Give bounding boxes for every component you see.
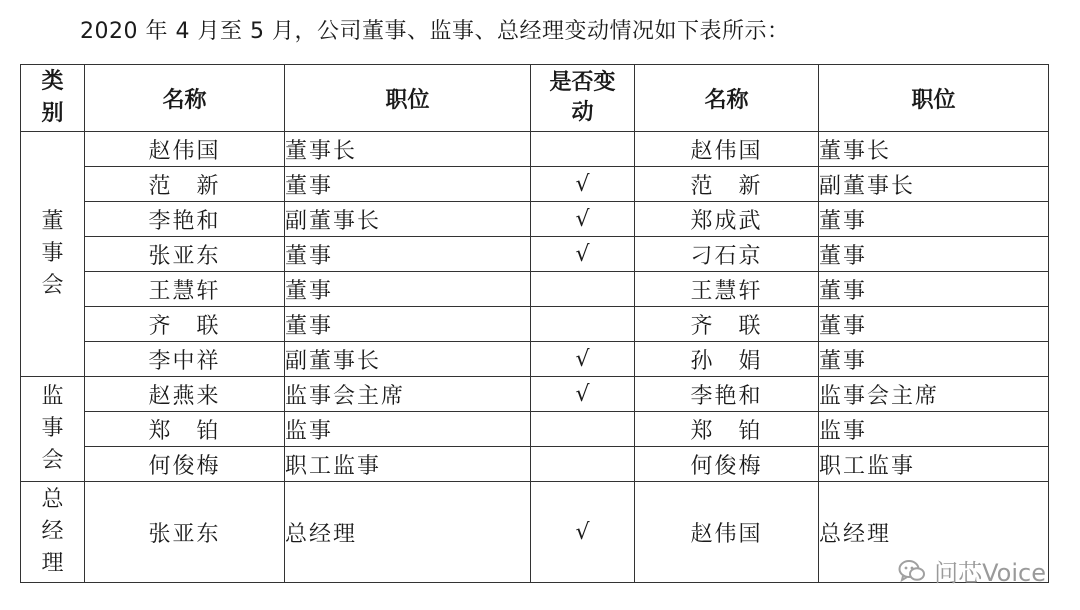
table-row [21, 307, 1049, 342]
position-after-cell: 董事长 [819, 132, 1049, 167]
table-row [21, 202, 1049, 237]
table-row [21, 237, 1049, 272]
position-before-cell: 董事 [285, 167, 531, 202]
header-changed: 是否变动 [531, 65, 635, 132]
name-before-cell: 张亚东 [85, 482, 285, 583]
changed-cell [531, 307, 635, 342]
changed-cell [531, 132, 635, 167]
changed-cell: √ [531, 482, 635, 583]
header-name-before: 名称 [85, 65, 285, 132]
intro-text: 2020 年 4 月至 5 月，公司董事、监事、总经理变动情况如下表所示： [80, 19, 790, 44]
position-before-cell: 职工监事 [285, 447, 531, 482]
position-before-cell: 总经理 [285, 482, 531, 583]
personnel-change-table [20, 64, 1049, 583]
position-after-cell: 监事 [819, 412, 1049, 447]
header-position-after: 职位 [819, 65, 1049, 132]
changed-cell: √ [531, 237, 635, 272]
position-before-cell: 监事 [285, 412, 531, 447]
table-header-row [21, 65, 1049, 132]
name-before-cell: 范 新 [85, 167, 285, 202]
name-before-cell: 赵伟国 [85, 132, 285, 167]
position-after-cell: 董事 [819, 202, 1049, 237]
position-after-cell: 副董事长 [819, 167, 1049, 202]
name-after-cell: 孙 娟 [635, 342, 819, 377]
changed-cell [531, 272, 635, 307]
table-row [21, 377, 1049, 412]
name-before-cell: 李中祥 [85, 342, 285, 377]
position-before-cell: 监事会主席 [285, 377, 531, 412]
position-after-cell: 总经理 [819, 482, 1049, 583]
table-row [21, 342, 1049, 377]
changed-cell [531, 412, 635, 447]
position-before-cell: 副董事长 [285, 342, 531, 377]
name-after-cell: 齐 联 [635, 307, 819, 342]
category-cell: 监事会 [21, 377, 85, 482]
position-before-cell: 副董事长 [285, 202, 531, 237]
name-before-cell: 王慧轩 [85, 272, 285, 307]
table-row [21, 132, 1049, 167]
position-before-cell: 董事长 [285, 132, 531, 167]
changed-cell [531, 447, 635, 482]
changed-cell: √ [531, 167, 635, 202]
name-after-cell: 刁石京 [635, 237, 819, 272]
name-after-cell: 王慧轩 [635, 272, 819, 307]
header-position-before: 职位 [285, 65, 531, 132]
category-cell: 董事会 [21, 132, 85, 377]
changed-cell: √ [531, 342, 635, 377]
name-after-cell: 郑 铂 [635, 412, 819, 447]
name-after-cell: 郑成武 [635, 202, 819, 237]
changed-cell: √ [531, 202, 635, 237]
position-after-cell: 董事 [819, 342, 1049, 377]
table-row [21, 167, 1049, 202]
name-after-cell: 范 新 [635, 167, 819, 202]
position-after-cell: 监事会主席 [819, 377, 1049, 412]
watermark-text: 问芯Voice [934, 559, 1046, 587]
name-after-cell: 赵伟国 [635, 132, 819, 167]
name-after-cell: 李艳和 [635, 377, 819, 412]
name-before-cell: 郑 铂 [85, 412, 285, 447]
position-after-cell: 董事 [819, 237, 1049, 272]
name-before-cell: 李艳和 [85, 202, 285, 237]
position-before-cell: 董事 [285, 237, 531, 272]
table-row [21, 272, 1049, 307]
position-before-cell: 董事 [285, 307, 531, 342]
name-before-cell: 齐 联 [85, 307, 285, 342]
table-row [21, 412, 1049, 447]
watermark [898, 553, 1046, 588]
table-row [21, 447, 1049, 482]
table-row [21, 482, 1049, 583]
name-before-cell: 张亚东 [85, 237, 285, 272]
changed-cell: √ [531, 377, 635, 412]
category-cell: 总经理 [21, 482, 85, 583]
name-before-cell: 何俊梅 [85, 447, 285, 482]
header-name-after: 名称 [635, 65, 819, 132]
header-category: 类别 [21, 65, 85, 132]
position-before-cell: 董事 [285, 272, 531, 307]
position-after-cell: 董事 [819, 272, 1049, 307]
name-after-cell: 何俊梅 [635, 447, 819, 482]
wechat-icon [898, 559, 926, 583]
position-after-cell: 职工监事 [819, 447, 1049, 482]
position-after-cell: 董事 [819, 307, 1049, 342]
name-before-cell: 赵燕来 [85, 377, 285, 412]
name-after-cell: 赵伟国 [635, 482, 819, 583]
